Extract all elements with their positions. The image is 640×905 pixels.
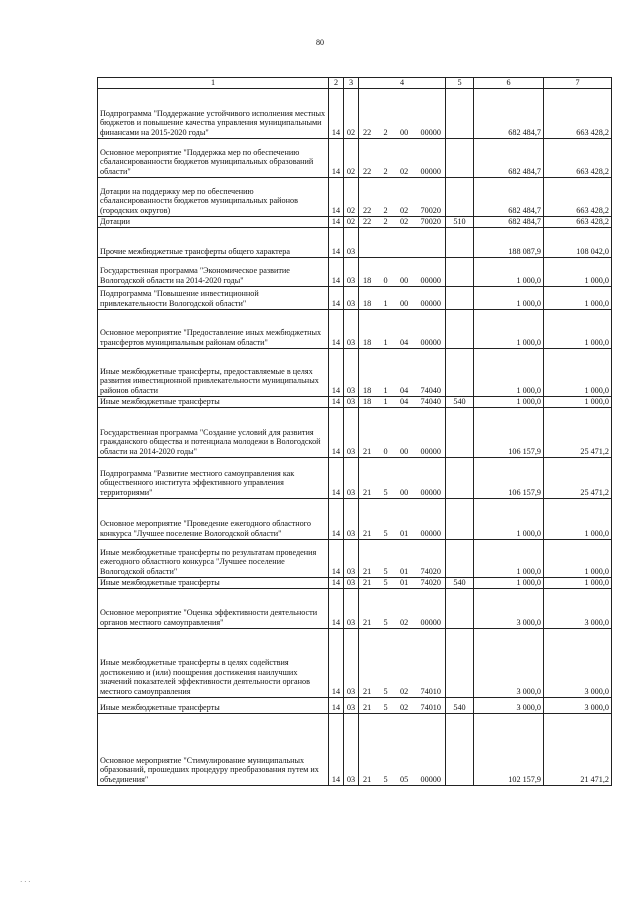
- row-target-code: [359, 628, 446, 697]
- row-amount-col7: 663 428,2: [544, 138, 612, 177]
- target-code-parts: [361, 338, 443, 348]
- row-expense-type: [446, 628, 474, 697]
- table-row: [98, 286, 612, 309]
- row-section: 14: [329, 457, 344, 498]
- row-name: Основное мероприятие "Проведение ежегодного областного конкурса "Лучшее поселение Вологодской области": [98, 498, 329, 539]
- row-target-code: [359, 457, 446, 498]
- scan-artifact: · · ·: [20, 878, 31, 886]
- row-name: Государственная программа "Экономическое развитие Вологодской области на 2014-2020 годы": [98, 257, 329, 286]
- table-header-row: [98, 78, 612, 89]
- target-code-parts: [361, 397, 443, 407]
- target-code-part: 00000: [420, 276, 441, 285]
- table-row: [98, 577, 612, 588]
- row-subsection: 03: [344, 257, 359, 286]
- target-code-part: 02: [399, 167, 409, 176]
- target-code-parts: [361, 618, 443, 628]
- target-code-part: 00: [399, 447, 409, 456]
- row-target-code: [359, 227, 446, 257]
- row-subsection: 03: [344, 539, 359, 577]
- target-code-part: 22: [363, 217, 372, 226]
- target-code-parts: [361, 567, 443, 577]
- target-code-part: 21: [363, 447, 372, 456]
- row-amount-col7: 1 000,0: [544, 286, 612, 309]
- target-code-part: 00000: [420, 488, 441, 497]
- target-code-part: 22: [363, 167, 372, 176]
- target-code-part: 74040: [420, 386, 441, 395]
- row-subsection: 02: [344, 138, 359, 177]
- row-subsection: 03: [344, 588, 359, 628]
- row-amount-col6: 682 484,7: [474, 216, 544, 227]
- target-code-part: 18: [363, 397, 372, 406]
- row-subsection: 02: [344, 88, 359, 138]
- table-row: [98, 713, 612, 785]
- row-name: Подпрограмма "Повышение инвестиционной привлекательности Вологодской области": [98, 286, 329, 309]
- row-amount-col6: 1 000,0: [474, 498, 544, 539]
- row-section: 14: [329, 286, 344, 309]
- row-target-code: [359, 407, 446, 457]
- row-target-code: [359, 539, 446, 577]
- row-subsection: 03: [344, 713, 359, 785]
- row-expense-type: [446, 457, 474, 498]
- target-code-part: 0: [383, 276, 388, 285]
- row-target-code: [359, 348, 446, 396]
- target-code-parts: [361, 488, 443, 498]
- row-expense-type: [446, 348, 474, 396]
- target-code-parts: [361, 529, 443, 539]
- row-expense-type: [446, 713, 474, 785]
- row-name: Иные межбюджетные трансферты в целях содействия достижению и (или) поощрения достижения наилучших значений показателей эффективности деятельности органов местного самоуправления: [98, 628, 329, 697]
- row-target-code: [359, 88, 446, 138]
- row-amount-col7: 1 000,0: [544, 257, 612, 286]
- target-code-parts: [361, 206, 443, 216]
- row-section: 14: [329, 227, 344, 257]
- target-code-part: 02: [399, 217, 409, 226]
- row-name: Дотации: [98, 216, 329, 227]
- target-code-part: 74020: [420, 567, 441, 576]
- row-expense-type: [446, 138, 474, 177]
- row-name: Прочие межбюджетные трансферты общего характера: [98, 227, 329, 257]
- target-code-parts: [361, 299, 443, 309]
- target-code-part: 21: [363, 703, 372, 712]
- target-code-part: 74020: [420, 578, 441, 587]
- header-cell: 6: [474, 78, 544, 89]
- row-expense-type: [446, 88, 474, 138]
- row-amount-col7: 21 471,2: [544, 713, 612, 785]
- row-section: 14: [329, 407, 344, 457]
- row-section: 14: [329, 628, 344, 697]
- row-amount-col6: 3 000,0: [474, 697, 544, 713]
- row-target-code: [359, 138, 446, 177]
- target-code-part: 00: [399, 276, 409, 285]
- row-section: 14: [329, 348, 344, 396]
- row-name: Подпрограмма "Развитие местного самоуправления как общественного института эффективного управления территориями": [98, 457, 329, 498]
- row-section: 14: [329, 177, 344, 216]
- row-expense-type: [446, 177, 474, 216]
- target-code-parts: [361, 386, 443, 396]
- header-cell: 2: [329, 78, 344, 89]
- target-code-part: 01: [399, 529, 409, 538]
- target-code-part: 5: [383, 567, 388, 576]
- row-subsection: 02: [344, 216, 359, 227]
- target-code-parts: [361, 687, 443, 697]
- target-code-part: 01: [399, 567, 409, 576]
- row-amount-col6: 1 000,0: [474, 309, 544, 348]
- row-subsection: 03: [344, 348, 359, 396]
- header-cell: 3: [344, 78, 359, 89]
- row-amount-col6: 1 000,0: [474, 348, 544, 396]
- row-subsection: 03: [344, 577, 359, 588]
- row-section: 14: [329, 697, 344, 713]
- row-name: Основное мероприятие "Оценка эффективности деятельности органов местного самоуправления": [98, 588, 329, 628]
- row-target-code: [359, 577, 446, 588]
- row-amount-col6: 3 000,0: [474, 628, 544, 697]
- target-code-part: 2: [383, 128, 388, 137]
- row-subsection: 02: [344, 177, 359, 216]
- row-expense-type: 540: [446, 697, 474, 713]
- table-row: [98, 88, 612, 138]
- row-amount-col6: 3 000,0: [474, 588, 544, 628]
- table-row: [98, 348, 612, 396]
- row-section: 14: [329, 588, 344, 628]
- row-amount-col7: 663 428,2: [544, 216, 612, 227]
- target-code-part: 00: [399, 488, 409, 497]
- row-subsection: 03: [344, 227, 359, 257]
- row-section: 14: [329, 138, 344, 177]
- row-subsection: 03: [344, 309, 359, 348]
- row-expense-type: [446, 286, 474, 309]
- row-section: 14: [329, 539, 344, 577]
- row-amount-col7: 1 000,0: [544, 396, 612, 407]
- row-amount-col6: 1 000,0: [474, 396, 544, 407]
- row-section: 14: [329, 713, 344, 785]
- row-expense-type: [446, 407, 474, 457]
- target-code-part: 18: [363, 386, 372, 395]
- target-code-part: 74010: [420, 687, 441, 696]
- target-code-part: 5: [383, 687, 388, 696]
- row-target-code: [359, 177, 446, 216]
- row-expense-type: [446, 588, 474, 628]
- target-code-part: 00000: [420, 775, 441, 784]
- target-code-part: 22: [363, 206, 372, 215]
- target-code-part: 00000: [420, 299, 441, 308]
- row-expense-type: 540: [446, 396, 474, 407]
- row-amount-col6: 188 087,9: [474, 227, 544, 257]
- page-number: 80: [316, 38, 324, 47]
- target-code-part: 2: [383, 206, 388, 215]
- row-name: Иные межбюджетные трансферты: [98, 697, 329, 713]
- row-amount-col6: 106 157,9: [474, 457, 544, 498]
- row-expense-type: [446, 257, 474, 286]
- target-code-part: 02: [399, 618, 409, 627]
- target-code-part: 5: [383, 529, 388, 538]
- row-amount-col7: 25 471,2: [544, 407, 612, 457]
- row-amount-col7: 1 000,0: [544, 348, 612, 396]
- row-target-code: [359, 588, 446, 628]
- row-target-code: [359, 697, 446, 713]
- target-code-part: 21: [363, 488, 372, 497]
- header-cell: 7: [544, 78, 612, 89]
- row-amount-col7: 663 428,2: [544, 88, 612, 138]
- target-code-part: 70020: [420, 206, 441, 215]
- target-code-part: 00000: [420, 529, 441, 538]
- row-amount-col7: 663 428,2: [544, 177, 612, 216]
- table-row: [98, 588, 612, 628]
- target-code-parts: [361, 447, 443, 457]
- target-code-part: 00000: [420, 447, 441, 456]
- target-code-part: 1: [383, 386, 388, 395]
- row-subsection: 03: [344, 457, 359, 498]
- row-amount-col7: 25 471,2: [544, 457, 612, 498]
- target-code-parts: [361, 578, 443, 588]
- table-row: [98, 138, 612, 177]
- target-code-part: 1: [383, 397, 388, 406]
- target-code-part: 22: [363, 128, 372, 137]
- row-section: 14: [329, 216, 344, 227]
- row-target-code: [359, 216, 446, 227]
- row-name: Государственная программа "Создание условий для развития гражданского общества и потенциала молодежи в Вологодской области на 2014-2020 годы": [98, 407, 329, 457]
- row-name: Основное мероприятие "Поддержка мер по обеспечению сбалансированности бюджетов муниципальных образований области": [98, 138, 329, 177]
- target-code-part: 21: [363, 578, 372, 587]
- target-code-part: 00000: [420, 167, 441, 176]
- table-row: [98, 257, 612, 286]
- row-amount-col7: 1 000,0: [544, 498, 612, 539]
- target-code-part: 00: [399, 128, 409, 137]
- target-code-part: 00: [399, 299, 409, 308]
- target-code-part: 18: [363, 299, 372, 308]
- table-row: [98, 498, 612, 539]
- target-code-part: 5: [383, 703, 388, 712]
- header-cell: 5: [446, 78, 474, 89]
- target-code-part: 00000: [420, 338, 441, 347]
- target-code-part: 01: [399, 578, 409, 587]
- row-amount-col7: 3 000,0: [544, 697, 612, 713]
- header-cell: 1: [98, 78, 329, 89]
- row-name: Подпрограмма "Поддержание устойчивого исполнения местных бюджетов и повышение качества управления муниципальными финансами на 2015-2020 годы": [98, 88, 329, 138]
- target-code-part: 02: [399, 703, 409, 712]
- row-target-code: [359, 257, 446, 286]
- row-amount-col6: 1 000,0: [474, 577, 544, 588]
- target-code-part: 02: [399, 687, 409, 696]
- row-target-code: [359, 498, 446, 539]
- row-amount-col6: 682 484,7: [474, 138, 544, 177]
- row-amount-col6: 682 484,7: [474, 88, 544, 138]
- row-expense-type: [446, 539, 474, 577]
- target-code-part: 21: [363, 567, 372, 576]
- table-row: [98, 216, 612, 227]
- row-target-code: [359, 713, 446, 785]
- row-subsection: 03: [344, 628, 359, 697]
- row-expense-type: 540: [446, 577, 474, 588]
- target-code-parts: [361, 217, 443, 227]
- row-section: 14: [329, 257, 344, 286]
- row-expense-type: 510: [446, 216, 474, 227]
- target-code-part: 0: [383, 447, 388, 456]
- row-name: Основное мероприятие "Предоставление иных межбюджетных трансфертов муниципальным районам области": [98, 309, 329, 348]
- row-subsection: 03: [344, 498, 359, 539]
- row-name: Иные межбюджетные трансферты, предоставляемые в целях развития инвестиционной привлекательности муниципальных районов области: [98, 348, 329, 396]
- budget-table: [97, 77, 612, 786]
- table-row: [98, 177, 612, 216]
- target-code-part: 74040: [420, 397, 441, 406]
- row-amount-col7: 108 042,0: [544, 227, 612, 257]
- table-row: [98, 309, 612, 348]
- target-code-parts: [361, 276, 443, 286]
- row-section: 14: [329, 88, 344, 138]
- target-code-part: 00000: [420, 618, 441, 627]
- target-code-part: 04: [399, 386, 409, 395]
- target-code-part: 18: [363, 276, 372, 285]
- row-amount-col7: 1 000,0: [544, 577, 612, 588]
- target-code-part: 5: [383, 618, 388, 627]
- target-code-part: 74010: [420, 703, 441, 712]
- row-target-code: [359, 286, 446, 309]
- table-row: [98, 628, 612, 697]
- row-amount-col7: 1 000,0: [544, 309, 612, 348]
- row-target-code: [359, 396, 446, 407]
- row-amount-col6: 1 000,0: [474, 539, 544, 577]
- row-expense-type: [446, 498, 474, 539]
- target-code-part: 21: [363, 687, 372, 696]
- table-row: [98, 539, 612, 577]
- table-row: [98, 697, 612, 713]
- target-code-part: 18: [363, 338, 372, 347]
- target-code-part: 70020: [420, 217, 441, 226]
- target-code-parts: [361, 167, 443, 177]
- target-code-part: 21: [363, 618, 372, 627]
- row-expense-type: [446, 309, 474, 348]
- target-code-part: 5: [383, 488, 388, 497]
- row-section: 14: [329, 498, 344, 539]
- target-code-part: 2: [383, 217, 388, 226]
- row-section: 14: [329, 309, 344, 348]
- target-code-part: 5: [383, 578, 388, 587]
- row-amount-col6: 1 000,0: [474, 286, 544, 309]
- target-code-parts: [361, 703, 443, 713]
- row-name: Иные межбюджетные трансферты: [98, 396, 329, 407]
- row-amount-col7: 1 000,0: [544, 539, 612, 577]
- target-code-part: 2: [383, 167, 388, 176]
- row-expense-type: [446, 227, 474, 257]
- target-code-part: 05: [399, 775, 409, 784]
- row-subsection: 03: [344, 407, 359, 457]
- table-row: [98, 396, 612, 407]
- row-name: Иные межбюджетные трансферты по результатам проведения ежегодного областного конкурса "Лучшее поселение Вологодской области": [98, 539, 329, 577]
- target-code-part: 5: [383, 775, 388, 784]
- row-name: Дотации на поддержку мер по обеспечению сбалансированности бюджетов муниципальных районов (городских округов): [98, 177, 329, 216]
- table-row: [98, 407, 612, 457]
- row-amount-col6: 102 157,9: [474, 713, 544, 785]
- target-code-part: 1: [383, 299, 388, 308]
- row-name: Основное мероприятие "Стимулирование муниципальных образований, прошедших процедуру преобразования путем их объединения": [98, 713, 329, 785]
- row-amount-col6: 1 000,0: [474, 257, 544, 286]
- target-code-part: 1: [383, 338, 388, 347]
- target-code-part: 21: [363, 529, 372, 538]
- row-subsection: 03: [344, 286, 359, 309]
- row-section: 14: [329, 396, 344, 407]
- target-code-part: 00000: [420, 128, 441, 137]
- row-name: Иные межбюджетные трансферты: [98, 577, 329, 588]
- row-amount-col6: 106 157,9: [474, 407, 544, 457]
- target-code-parts: [361, 128, 443, 138]
- row-amount-col7: 3 000,0: [544, 588, 612, 628]
- target-code-part: 02: [399, 206, 409, 215]
- table-row: [98, 457, 612, 498]
- table-row: [98, 227, 612, 257]
- row-amount-col6: 682 484,7: [474, 177, 544, 216]
- row-subsection: 03: [344, 697, 359, 713]
- row-subsection: 03: [344, 396, 359, 407]
- header-cell: 4: [359, 78, 446, 89]
- target-code-parts: [361, 775, 443, 785]
- target-code-part: 21: [363, 775, 372, 784]
- row-amount-col7: 3 000,0: [544, 628, 612, 697]
- row-section: 14: [329, 577, 344, 588]
- target-code-part: 04: [399, 397, 409, 406]
- target-code-part: 04: [399, 338, 409, 347]
- row-target-code: [359, 309, 446, 348]
